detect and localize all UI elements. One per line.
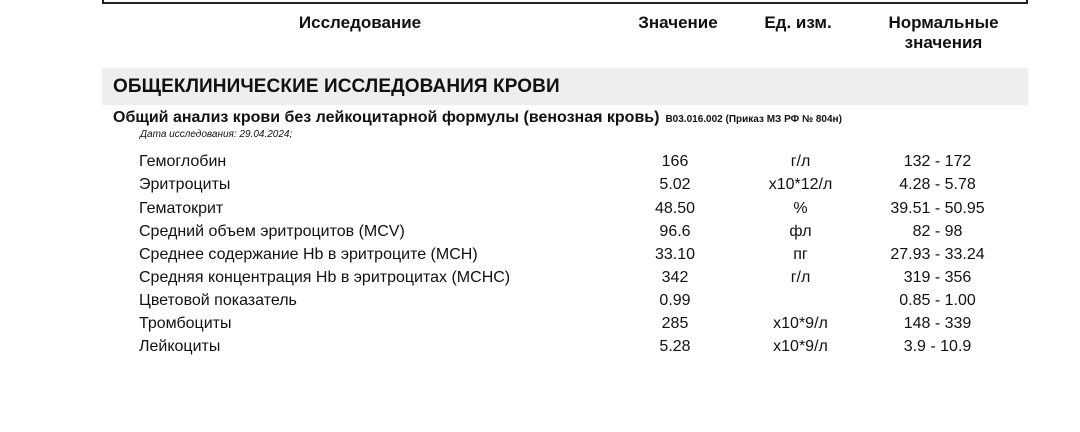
row-norm: 3.9 - 10.9 — [903, 338, 972, 355]
row-unit: x10*9/л — [773, 338, 828, 355]
row-value: 5.02 — [659, 176, 691, 193]
panel-title-text: Общий анализ крови без лейкоцитарной формулы (венозная кровь) — [113, 109, 660, 126]
row-norm: 82 - 98 — [912, 223, 963, 240]
panel-title — [113, 108, 842, 129]
row-value: 96.6 — [659, 223, 691, 240]
row-unit: % — [793, 200, 808, 217]
row-value: 48.50 — [654, 200, 696, 217]
table-frame-top — [102, 0, 1028, 4]
row-name: Средний объем эритроцитов (MCV) — [139, 223, 405, 240]
row-norm: 4.28 - 5.78 — [899, 176, 976, 193]
table-row — [0, 291, 1080, 314]
table-row — [0, 245, 1080, 268]
table-row — [0, 314, 1080, 337]
panel-code: B03.016.002 (Приказ МЗ РФ № 804н) — [665, 114, 842, 125]
header-value: Значение — [638, 13, 718, 32]
row-unit: г/л — [790, 153, 811, 170]
header-norm-line1: Нормальные — [888, 13, 999, 32]
row-name: Лейкоциты — [139, 338, 221, 355]
row-name: Гемоглобин — [139, 153, 227, 170]
table-row — [0, 152, 1080, 175]
table-row — [0, 337, 1080, 360]
header-unit: Ед. изм. — [764, 13, 832, 32]
table-row — [0, 199, 1080, 222]
row-value: 33.10 — [654, 246, 696, 263]
header-norm-line2: значения — [904, 33, 983, 52]
study-date: Дата исследования: 29.04.2024; — [140, 129, 293, 140]
row-norm: 132 - 172 — [903, 153, 972, 170]
row-norm: 319 - 356 — [903, 269, 972, 286]
row-value: 166 — [661, 153, 689, 170]
row-unit: x10*12/л — [768, 176, 833, 193]
row-value: 342 — [661, 269, 689, 286]
row-norm: 0.85 - 1.00 — [899, 292, 976, 309]
header-study: Исследование — [298, 13, 422, 32]
row-norm: 39.51 - 50.95 — [890, 200, 985, 217]
row-value: 5.28 — [659, 338, 691, 355]
row-value: 285 — [661, 315, 689, 332]
header-norm — [876, 13, 1011, 53]
row-unit: пг — [793, 246, 808, 263]
section-title: ОБЩЕКЛИНИЧЕСКИЕ ИССЛЕДОВАНИЯ КРОВИ — [113, 76, 560, 97]
row-unit: x10*9/л — [773, 315, 828, 332]
row-value: 0.99 — [659, 292, 691, 309]
row-unit: г/л — [790, 269, 811, 286]
row-name: Средняя концентрация Hb в эритроцитах (MCHC) — [139, 269, 511, 286]
row-name: Эритроциты — [139, 176, 231, 193]
row-name: Гематокрит — [139, 200, 224, 217]
row-norm: 148 - 339 — [903, 315, 972, 332]
row-norm: 27.93 - 33.24 — [890, 246, 985, 263]
row-unit: фл — [789, 223, 812, 240]
table-row — [0, 222, 1080, 245]
table-row — [0, 175, 1080, 198]
row-name: Среднее содержание Hb в эритроците (MCH) — [139, 246, 478, 263]
table-row — [0, 268, 1080, 291]
row-name: Тромбоциты — [139, 315, 232, 332]
row-name: Цветовой показатель — [139, 292, 297, 309]
